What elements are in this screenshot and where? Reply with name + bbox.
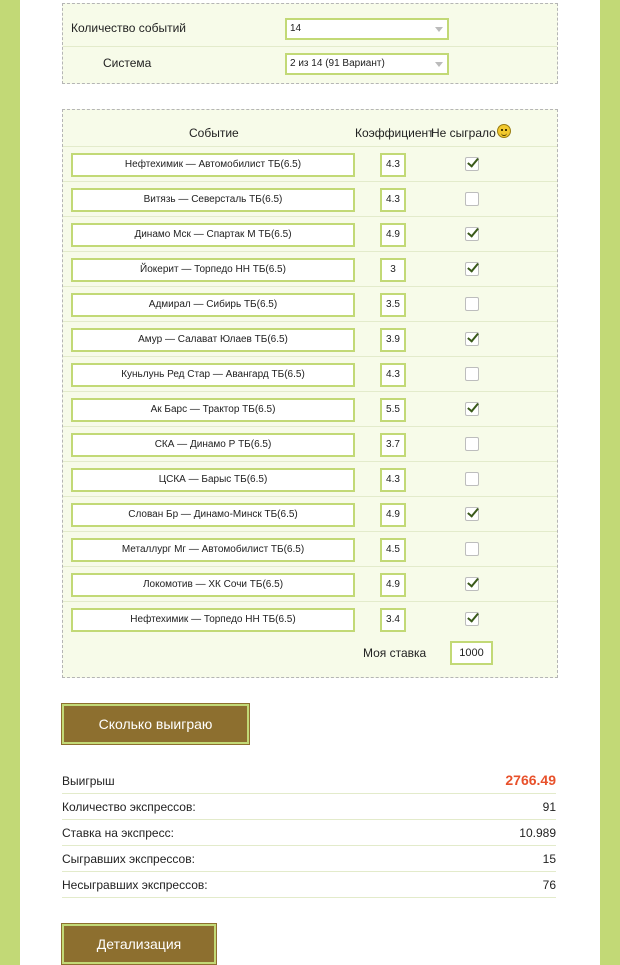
chevron-down-icon <box>435 27 443 32</box>
header-coefficient: Коэффициент <box>355 126 434 140</box>
event-coefficient-field[interactable]: 3.5 <box>380 293 406 317</box>
event-name-field[interactable]: Адмирал — Сибирь ТБ(6.5) <box>71 293 355 317</box>
events-panel <box>62 109 558 678</box>
event-row <box>63 496 557 531</box>
event-row <box>63 566 557 601</box>
result-label: Выигрыш <box>62 774 115 788</box>
result-label: Ставка на экспресс: <box>62 826 174 840</box>
not-played-checkbox[interactable] <box>465 157 479 171</box>
event-row <box>63 391 557 426</box>
event-name-field[interactable]: Динамо Мск — Спартак М ТБ(6.5) <box>71 223 355 247</box>
event-row <box>63 146 557 181</box>
not-played-checkbox[interactable] <box>465 542 479 556</box>
not-played-checkbox[interactable] <box>465 472 479 486</box>
event-name-field[interactable]: Локомотив — ХК Сочи ТБ(6.5) <box>71 573 355 597</box>
event-row <box>63 251 557 286</box>
stake-input[interactable]: 1000 <box>450 641 493 665</box>
event-name-field[interactable]: Амур — Салават Юлаев ТБ(6.5) <box>71 328 355 352</box>
not-played-checkbox[interactable] <box>465 297 479 311</box>
event-row <box>63 321 557 356</box>
not-played-checkbox[interactable] <box>465 507 479 521</box>
result-row <box>62 846 556 872</box>
event-name-field[interactable]: Ак Барс — Трактор ТБ(6.5) <box>71 398 355 422</box>
calculate-winnings-button[interactable]: Сколько выиграю <box>62 704 249 744</box>
settings-panel <box>62 3 558 84</box>
not-played-checkbox[interactable] <box>465 262 479 276</box>
event-coefficient-field[interactable]: 3 <box>380 258 406 282</box>
result-value: 15 <box>542 852 556 866</box>
result-label: Количество экспрессов: <box>62 800 196 814</box>
chevron-down-icon <box>435 62 443 67</box>
event-name-field[interactable]: Нефтехимик — Автомобилист ТБ(6.5) <box>71 153 355 177</box>
event-name-field[interactable]: Йокерит — Торпедо НН ТБ(6.5) <box>71 258 355 282</box>
result-row <box>62 768 556 794</box>
event-row <box>63 181 557 216</box>
event-row <box>63 601 557 636</box>
event-coefficient-field[interactable]: 3.9 <box>380 328 406 352</box>
event-coefficient-field[interactable]: 4.5 <box>380 538 406 562</box>
header-not-played: Не сыграло <box>431 126 496 140</box>
page <box>20 0 600 965</box>
result-value: 76 <box>542 878 556 892</box>
system-value: 2 из 14 (91 Вариант) <box>290 58 385 69</box>
event-row <box>63 356 557 391</box>
event-coefficient-field[interactable]: 4.9 <box>380 573 406 597</box>
system-label: Система <box>103 56 152 70</box>
not-played-checkbox[interactable] <box>465 577 479 591</box>
event-coefficient-field[interactable]: 4.3 <box>380 188 406 212</box>
event-name-field[interactable]: Слован Бр — Динамо-Минск ТБ(6.5) <box>71 503 355 527</box>
not-played-checkbox[interactable] <box>465 332 479 346</box>
result-value: 91 <box>542 800 556 814</box>
event-row <box>63 286 557 321</box>
event-row <box>63 531 557 566</box>
event-coefficient-field[interactable]: 4.3 <box>380 468 406 492</box>
events-count-select[interactable] <box>285 18 449 40</box>
event-row <box>63 461 557 496</box>
not-played-checkbox[interactable] <box>465 367 479 381</box>
not-played-checkbox[interactable] <box>465 227 479 241</box>
event-coefficient-field[interactable]: 4.3 <box>380 363 406 387</box>
event-name-field[interactable]: ЦСКА — Барыс ТБ(6.5) <box>71 468 355 492</box>
events-count-label: Количество событий <box>71 21 186 35</box>
event-name-field[interactable]: Нефтехимик — Торпедо НН ТБ(6.5) <box>71 608 355 632</box>
not-played-checkbox[interactable] <box>465 612 479 626</box>
events-count-value: 14 <box>290 23 302 34</box>
system-row <box>63 46 557 79</box>
event-coefficient-field[interactable]: 4.9 <box>380 223 406 247</box>
result-value: 10.989 <box>519 826 556 840</box>
result-row <box>62 872 556 898</box>
stake-label: Моя ставка <box>363 646 427 660</box>
event-name-field[interactable]: Металлург Мг — Автомобилист ТБ(6.5) <box>71 538 355 562</box>
result-label: Несыгравших экспрессов: <box>62 878 208 892</box>
result-row <box>62 820 556 846</box>
header-event: Событие <box>189 126 239 140</box>
event-name-field[interactable]: СКА — Динамо Р ТБ(6.5) <box>71 433 355 457</box>
event-coefficient-field[interactable]: 4.3 <box>380 153 406 177</box>
not-played-checkbox[interactable] <box>465 192 479 206</box>
event-row <box>63 216 557 251</box>
result-row <box>62 794 556 820</box>
event-row <box>63 426 557 461</box>
smiley-icon <box>497 124 511 138</box>
event-coefficient-field[interactable]: 4.9 <box>380 503 406 527</box>
details-button[interactable]: Детализация <box>62 924 216 964</box>
not-played-checkbox[interactable] <box>465 402 479 416</box>
event-name-field[interactable]: Куньлунь Ред Стар — Авангард ТБ(6.5) <box>71 363 355 387</box>
system-select[interactable] <box>285 53 449 75</box>
not-played-checkbox[interactable] <box>465 437 479 451</box>
events-count-row <box>63 12 557 44</box>
result-value: 2766.49 <box>505 772 556 788</box>
event-coefficient-field[interactable]: 3.4 <box>380 608 406 632</box>
event-coefficient-field[interactable]: 3.7 <box>380 433 406 457</box>
result-label: Сыгравших экспрессов: <box>62 852 195 866</box>
event-name-field[interactable]: Витязь — Северсталь ТБ(6.5) <box>71 188 355 212</box>
event-coefficient-field[interactable]: 5.5 <box>380 398 406 422</box>
